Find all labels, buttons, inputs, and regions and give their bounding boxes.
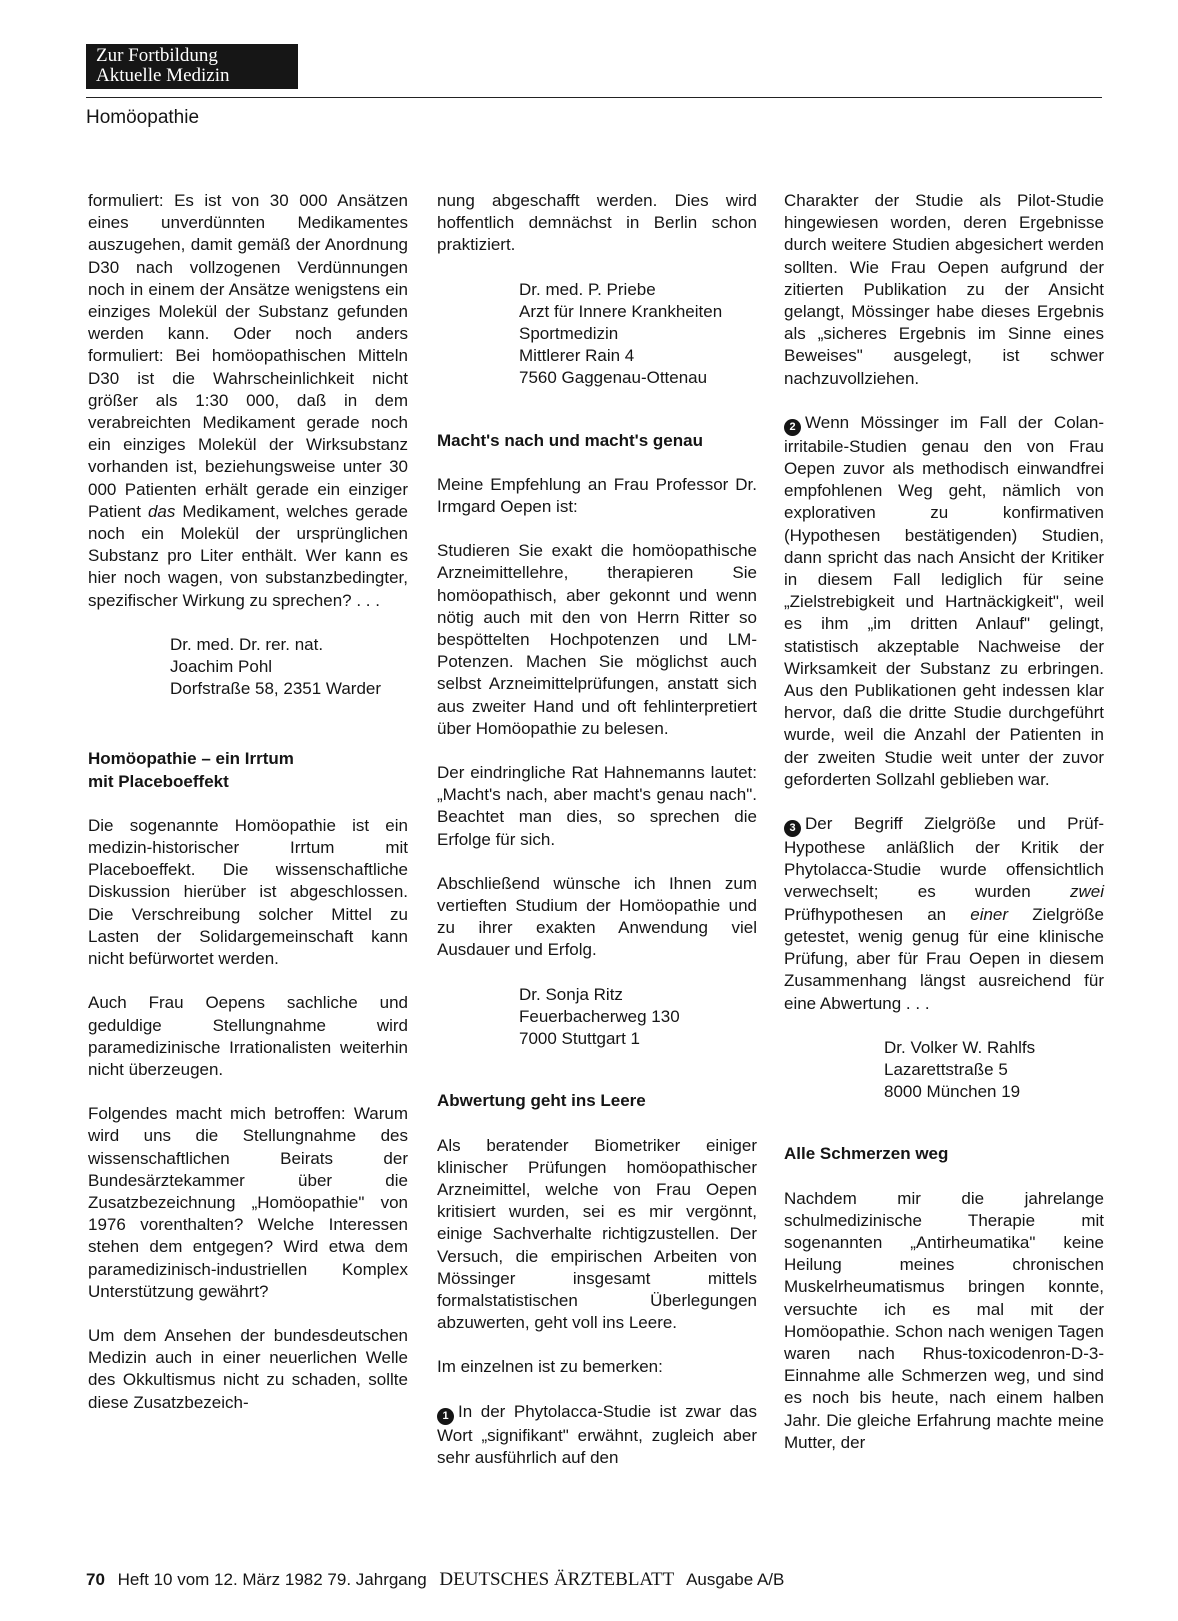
issue-info: Heft 10 vom 12. März 1982 79. Jahrgang <box>117 1570 427 1589</box>
signature-line: Dorfstraße 58, 2351 Warder <box>170 679 382 699</box>
number-badge-2: 2 <box>784 419 801 436</box>
topic-title: Homöopathie <box>86 107 200 128</box>
signature-line: Feuerbacherweg 130 <box>519 1006 680 1026</box>
paragraph-text: Der Begriff Zielgröße und Prüf-Hypothese anläßlich der Kritik der Phytolacca-Studie wurde offensichtlich verwechselt; es wurden <box>784 814 1104 902</box>
number-badge-1: 1 <box>437 1408 454 1425</box>
signature-line: Lazarettstraße 5 <box>884 1059 1008 1079</box>
paragraph-text: Prüfhypothesen an <box>784 904 947 924</box>
section-label <box>86 44 298 89</box>
paragraph <box>88 190 408 612</box>
signature-line: Mittlerer Rain 4 <box>519 346 635 366</box>
paragraph-text: In der Phytolacca-Studie ist zwar das Wort „signifikant" erwähnt, zugleich aber sehr ausführlich auf den <box>437 1401 757 1467</box>
signature-line: Dr. med. P. Priebe <box>519 279 656 299</box>
heading-abwertung: Abwertung geht ins Leere <box>437 1091 646 1111</box>
section-label-line1: Zur Fortbildung <box>96 45 218 66</box>
paragraph: Meine Empfehlung an Frau Professor Dr. Irmgard Oepen ist: <box>437 474 757 517</box>
heading-line: mit Placeboeffekt <box>88 771 229 791</box>
signature-ritz <box>519 984 757 1051</box>
signature-line: 7560 Gaggenau-Ottenau <box>519 368 708 388</box>
paragraph: Auch Frau Oepens sachliche und geduldige Stellungnahme wird paramedizinische Irrationalisten weiterhin nicht überzeugen. <box>88 993 408 1079</box>
paragraph <box>784 813 1104 1015</box>
paragraph: Nachdem mir die jahrelange schulmedizinische Therapie mit sogenannten „Antirheumatika" keine Heilung meines chronischen Muskelrheumatismus bringen konnte, versuchte ich es mal mit der Homöopathie. Schon nach wenigen Tagen waren nach Rhus-toxicodenron-D-3-Einnahme alle Schmerzen weg, und sind es noch bis heute, nach einem halben Jahr. Die gleiche Erfahrung machte meine Mutter, der <box>784 1188 1104 1452</box>
heading-machts-nach: Macht's nach und macht's genau <box>437 430 703 450</box>
page-number: 70 <box>86 1570 105 1589</box>
paragraph: Im einzelnen ist zu bemerken: <box>437 1357 663 1377</box>
signature-line: 8000 München 19 <box>884 1082 1021 1102</box>
signature-line: Dr. med. Dr. rer. nat. <box>170 634 324 654</box>
footer <box>86 1569 784 1591</box>
signature-line: Arzt für Innere Krankheiten <box>519 301 723 321</box>
heading-line: Homöopathie – ein Irrtum <box>88 749 294 769</box>
number-badge-3: 3 <box>784 820 801 837</box>
paragraph: Um dem Ansehen der bundesdeutschen Medizin auch in einer neuerlichen Welle des Okkultismus nicht zu schaden, sollte diese Zusatzbezeich- <box>88 1325 408 1412</box>
paragraph: Der eindringliche Rat Hahnemanns lautet: „Macht's nach, aber macht's genau nach". Beachtet man dies, so sprechen die Erfolge für sich. <box>437 763 757 849</box>
edition: Ausgabe A/B <box>686 1570 785 1589</box>
journal-name: DEUTSCHES ÄRZTEBLATT <box>439 1569 675 1590</box>
paragraph-text: Wenn Mössinger im Fall der Colan-irritabile-Studien genau den von Frau Oepen zuvor als methodisch einwandfrei empfohlenen Weg geht, nämlich von explorativen zu konfirmativen (Hypothesen bestätigenden) Studien, dann spricht das nach Ansicht der Kritiker in diesem Fall lediglich für seine „Zielstrebigkeit und Hartnäckigkeit", weil es ihm „im dritten Anlauf" gelingt, statistisch akzeptable Nachweise der Wirksamkeit der Substanz zu erbringen. Aus den Publikationen geht indessen klar hervor, daß die dritte Studie durchgeführt wurde, weil die Anzahl der Patienten in der zweiten Studie weit unter der zuvor geforderten Sollzahl geblieben war. <box>784 412 1104 789</box>
signature-line: Sportmedizin <box>519 324 619 344</box>
emphasis: einer <box>970 904 1009 924</box>
signature-pohl <box>170 634 408 701</box>
column-1 <box>88 190 408 1436</box>
paragraph <box>784 412 1104 791</box>
section-label-line2: Aktuelle Medizin <box>96 65 230 86</box>
paragraph <box>437 1401 757 1469</box>
emphasis: zwei <box>1069 882 1104 902</box>
paragraph: Die sogenannte Homöopathie ist ein medizin-historischer Irrtum mit Placeboeffekt. Die wissenschaftliche Diskussion hierüber ist abgeschlossen. Die Verschreibung solcher Mittel zu Lasten der Solidargemeinschaft kann nicht befürwortet werden. <box>88 815 408 969</box>
paragraph: Charakter der Studie als Pilot-Studie hingewiesen worden, deren Ergebnisse durch weitere Studien abgesichert werden sollten. Wie Frau Oepen aufgrund der zitierten Publikation zu der Ansicht gelangt, Mössinger habe dieses Ergebnis als „sicheres Ergebnis im Sinne eines Beweises" ausgelegt, ist schwer nachzuvollziehen. <box>784 191 1104 388</box>
paragraph-text: formuliert: Es ist von 30 000 Ansätzen eines unverdünnten Medikamentes auszugehen, damit gemäß der Anordnung D30 nach vollzogenen Verdünnungen noch in einem der Ansätze wenigstens ein einziges Molekül der Substanz gefunden werden kann. Oder noch anders formuliert: Bei homöopathischen Mitteln D30 ist die Wahrscheinlichkeit nicht größer als 1:30 000, daß in dem verabreichten Medikament gerade noch ein einziges Molekül der Wirksubstanz vorhanden ist, beziehungsweise unter 30 000 Patienten erhält gerade ein einziger Patient <box>88 191 408 521</box>
heading-schmerzen: Alle Schmerzen weg <box>784 1144 949 1164</box>
paragraph-text: Zielgröße getestet, wenig genug für eine klinische Prüfung, aber für Frau Oepen in diesem Zusammenhang längst ausreichend für eine Abwertung . . . <box>784 904 1104 1013</box>
signature-priebe <box>519 279 757 390</box>
column-2 <box>437 190 757 1491</box>
paragraph-text: Medikament, welches gerade noch ein Molekül der ursprünglichen Substanz pro Liter enthält. Wer kann es hier noch wagen, von substanzbedingter, spezifischer Wirkung zu sprechen? . . . <box>88 501 408 610</box>
paragraph: Folgendes macht mich betroffen: Warum wird uns die Stellungnahme des wissenschaftlichen Beirats der Bundesärztekammer über die Zusatzbezeichnung „Homöopathie" von 1976 vorenthalten? Welche Interessen stehen dem entgegen? Wird etwa dem paramedizinisch-industriellen Komplex Unterstützung gewährt? <box>88 1104 408 1301</box>
signature-line: Joachim Pohl <box>170 657 273 677</box>
signature-line: Dr. Sonja Ritz <box>519 984 623 1004</box>
heading-irrtum <box>88 748 408 792</box>
column-3 <box>784 190 1104 1476</box>
emphasis: das <box>147 501 176 521</box>
signature-line: 7000 Stuttgart 1 <box>519 1029 640 1049</box>
paragraph: nung abgeschafft werden. Dies wird hoffentlich demnächst in Berlin schon praktiziert. <box>437 191 757 255</box>
paragraph: Studieren Sie exakt die homöopathische Arzneimittellehre, therapieren Sie homöopathisch, aber gekonnt und wenn nötig auch mit den von Herrn Ritter so bespöttelten Hochpotenzen und LM-Potenzen. Machen Sie möglichst auch selbst Arzneimittelprüfungen, anstatt sich aus zweiter Hand und oft fehlinterpretiert über Homöopathie zu belesen. <box>437 541 757 738</box>
signature-line: Dr. Volker W. Rahlfs <box>884 1037 1036 1057</box>
paragraph: Als beratender Biometriker einiger klinischer Prüfungen homöopathischer Arzneimittel, welche von Frau Oepen kritisiert wurden, sei es mir vergönnt, einige Sachverhalte richtigzustellen. Der Versuch, die empirischen Arbeiten von Mössinger insgesamt mittels formalstatistischen Überlegungen abzuwerten, geht voll ins Leere. <box>437 1135 757 1333</box>
paragraph: Abschließend wünsche ich Ihnen zum vertieften Studium der Homöopathie und zu ihrer exakten Anwendung viel Ausdauer und Erfolg. <box>437 873 757 960</box>
signature-rahlfs <box>884 1037 1104 1104</box>
header-rule <box>86 97 1102 98</box>
